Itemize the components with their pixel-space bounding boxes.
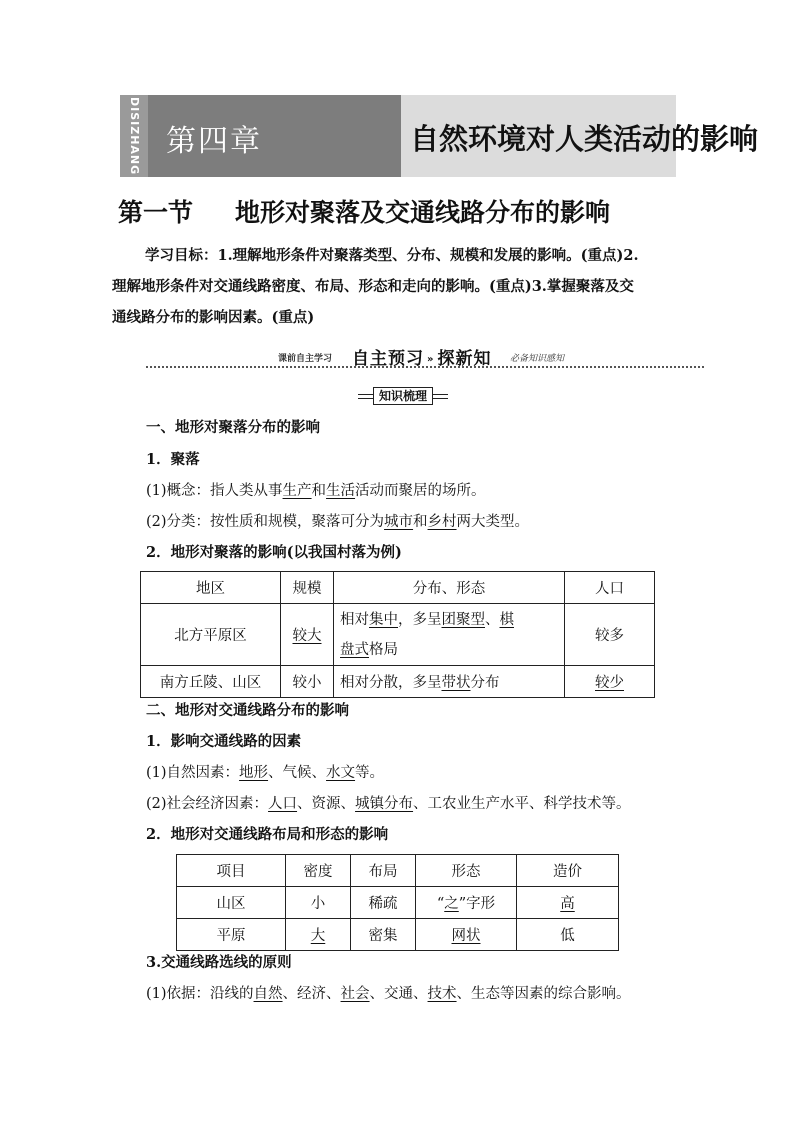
table-header: 分布、形态 <box>334 572 565 604</box>
preview-divider <box>146 343 704 369</box>
divider-small-right: 必备知识感知 <box>510 354 565 364</box>
answer-blank: 自然 <box>253 986 283 1002</box>
table-cell: 密集 <box>351 919 416 951</box>
natural-factors-line: (1)自然因素：地形、气候、水文等。 <box>146 765 385 781</box>
classify-line: (2)分类：按性质和规模，聚落可分为城市和乡村两大类型。 <box>146 514 530 530</box>
section-name: 地形对聚落及交通线路分布的影响 <box>235 198 611 227</box>
part2-sub1: 1．影响交通线路的因素 <box>146 733 302 750</box>
table-cell: 较少 <box>565 666 655 698</box>
knowledge-label <box>358 387 448 405</box>
table-cell: 网状 <box>416 919 517 951</box>
part2-heading: 二、地形对交通线路分布的影响 <box>146 702 349 719</box>
social-factors-line: (2)社会经济因素：人口、资源、城镇分布、工农业生产水平、科学技术等。 <box>146 796 631 812</box>
dotted-line <box>146 366 704 368</box>
answer-blank: 乡村 <box>427 514 457 530</box>
double-arrow-icon: » <box>427 353 435 365</box>
learning-goals <box>112 240 690 333</box>
part2-sub2: 2．地形对交通线路布局和形态的影响 <box>146 826 389 843</box>
divider-big-left: 自主预习 <box>352 349 424 369</box>
table-cell: 稀疏 <box>351 887 416 919</box>
answer-blank: 技术 <box>427 986 457 1002</box>
part1-heading: 一、地形对聚落分布的影响 <box>146 419 320 436</box>
goals-line: 学习目标：1.理解地形条件对聚落类型、分布、规模和发展的影响。(重点)2. <box>145 247 639 264</box>
transport-table <box>176 854 619 951</box>
answer-blank: 城镇分布 <box>355 796 414 812</box>
table-cell: 大 <box>286 919 351 951</box>
table-cell: 南方丘陵、山区 <box>141 666 281 698</box>
answer-blank: 地形 <box>239 765 269 781</box>
table-row <box>141 666 655 698</box>
goals-line: 理解地形条件对交通线路密度、布局、形态和走向的影响。(重点)3.掌握聚落及交 <box>112 278 634 295</box>
label-bar-right <box>433 394 448 399</box>
part2-sub3: 3.交通线路选线的原则 <box>146 954 292 971</box>
table-header: 形态 <box>416 855 517 887</box>
table-cell: 相对分散，多呈带状分布 <box>334 666 565 698</box>
answer-blank: 生产 <box>282 483 312 499</box>
section-title <box>118 193 610 229</box>
label-bar-left <box>358 394 373 399</box>
table-header: 规模 <box>281 572 334 604</box>
table-header-row <box>141 572 655 604</box>
table-header: 人口 <box>565 572 655 604</box>
table-header: 造价 <box>517 855 619 887</box>
table-header: 密度 <box>286 855 351 887</box>
answer-blank: 生活 <box>326 483 356 499</box>
table-header: 项目 <box>177 855 286 887</box>
table-cell: 相对集中，多呈团聚型、棋 盘式格局 <box>334 604 565 666</box>
answer-blank: 水文 <box>326 765 356 781</box>
table-cell: 较多 <box>565 604 655 666</box>
table-cell: 较小 <box>281 666 334 698</box>
table-header-row <box>177 855 619 887</box>
basis-line: (1)依据：沿线的自然、经济、社会、交通、技术、生态等因素的综合影响。 <box>146 986 631 1002</box>
table-cell: 低 <box>517 919 619 951</box>
chapter-title: 自然环境对人类活动的影响 <box>410 122 759 156</box>
answer-blank: 城市 <box>384 514 414 530</box>
answer-blank: 人口 <box>268 796 298 812</box>
table-header: 布局 <box>351 855 416 887</box>
banner-title-block <box>401 95 759 177</box>
divider-big-right: 探新知 <box>437 349 492 369</box>
chapter-banner <box>120 95 759 177</box>
table-cell: “之”字形 <box>416 887 517 919</box>
part1-sub2: 2．地形对聚落的影响(以我国村落为例) <box>146 544 402 561</box>
table-row <box>177 887 619 919</box>
knowledge-label-text: 知识梳理 <box>373 387 433 405</box>
answer-blank: 社会 <box>340 986 370 1002</box>
concept-line: (1)概念：指人类从事生产和生活活动而聚居的场所。 <box>146 483 486 499</box>
table-cell: 高 <box>517 887 619 919</box>
settlement-table <box>140 571 655 698</box>
goals-line: 通线路分布的影响因素。(重点) <box>112 309 315 326</box>
table-cell: 平原 <box>177 919 286 951</box>
table-header: 地区 <box>141 572 281 604</box>
chapter-number: 第四章 <box>166 124 262 159</box>
table-cell: 较大 <box>281 604 334 666</box>
divider-small-left: 课前自主学习 <box>278 354 333 364</box>
table-cell: 北方平原区 <box>141 604 281 666</box>
part1-sub1: 1．聚落 <box>146 451 200 468</box>
table-row <box>141 604 655 666</box>
banner-side-label: DISIZHANG <box>120 95 148 177</box>
table-cell: 山区 <box>177 887 286 919</box>
table-row <box>177 919 619 951</box>
table-cell: 小 <box>286 887 351 919</box>
banner-chapter-block <box>148 95 401 177</box>
section-number: 第一节 <box>118 198 194 227</box>
